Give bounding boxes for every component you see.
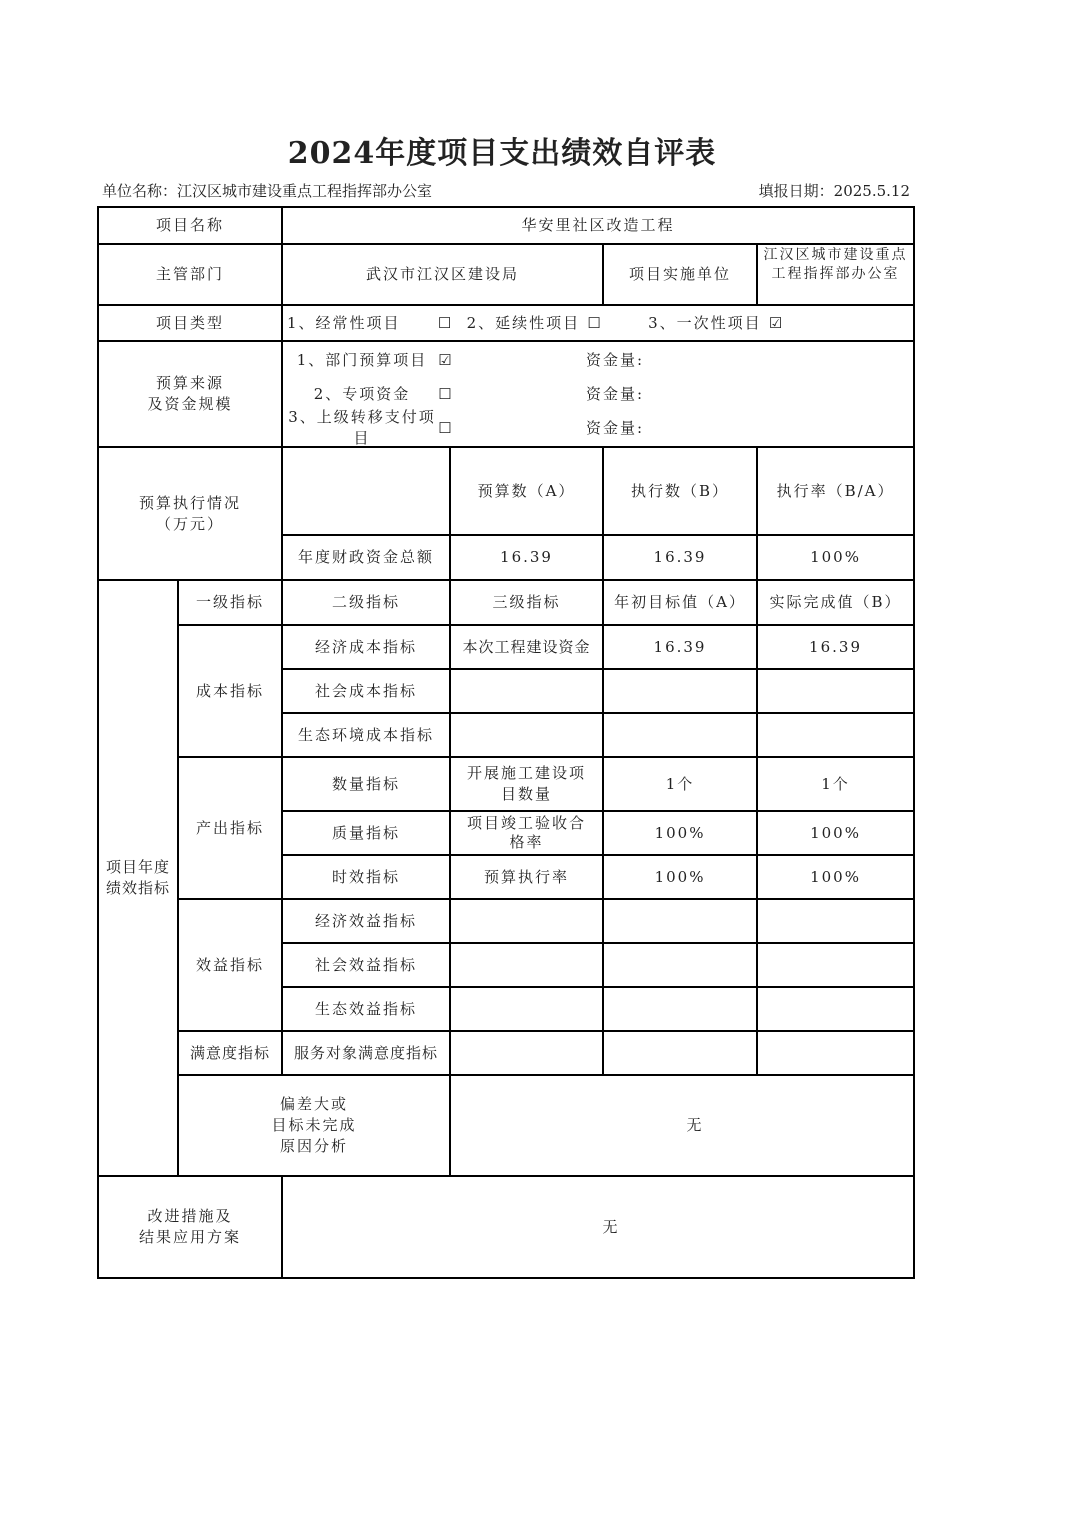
unit-name: 单位名称：江汉区城市建设重点工程指挥部办公室 <box>102 182 433 200</box>
target-cell <box>603 899 757 943</box>
level3-cell <box>450 1031 603 1075</box>
page-title: 2024年度项目支出绩效自评表 <box>287 136 717 171</box>
execution-blank-cell <box>282 447 450 535</box>
deviation-row <box>98 1075 914 1176</box>
target-cell: 100% <box>603 811 757 855</box>
project-type-options <box>282 305 914 341</box>
target-cell <box>603 713 757 757</box>
level3-cell: 预算执行率 <box>450 855 603 899</box>
budget-rate-header: 执行率（B/A） <box>757 447 914 535</box>
target-cell <box>603 943 757 987</box>
budget-source-options <box>282 341 914 447</box>
fill-date: 填报日期：2025.5.12 <box>758 182 910 200</box>
budget-source-item: 1、部门预算项目 ☑ 资金量: <box>296 350 645 369</box>
level2-cell: 生态效益指标 <box>282 987 450 1031</box>
indicator-header-row <box>98 580 914 625</box>
header-actual: 实际完成值（B） <box>757 580 914 625</box>
table-row <box>98 757 914 811</box>
dept-label: 主管部门 <box>98 244 282 305</box>
impl-unit-label: 项目实施单位 <box>603 244 757 305</box>
deviation-value: 无 <box>450 1075 914 1176</box>
budget-source-label: 预算来源 及资金规模 <box>98 341 282 447</box>
header-level2: 二级指标 <box>282 580 450 625</box>
type-option-1: 1、经常性项目 <box>287 313 401 332</box>
actual-cell <box>757 713 914 757</box>
actual-cell: 1个 <box>757 757 914 811</box>
dept-row <box>98 244 914 305</box>
level2-cell: 经济效益指标 <box>282 899 450 943</box>
target-cell: 16.39 <box>603 625 757 669</box>
project-type-row <box>98 305 914 341</box>
table-row <box>98 625 914 669</box>
improvement-label: 改进措施及 结果应用方案 <box>98 1176 282 1278</box>
header-target: 年初目标值（A） <box>603 580 757 625</box>
benefit-indicator-label: 效益指标 <box>178 899 282 1031</box>
level2-cell: 服务对象满意度指标 <box>282 1031 450 1075</box>
project-name-value: 华安里社区改造工程 <box>282 207 914 244</box>
target-cell <box>603 987 757 1031</box>
type-option-3-checkbox[interactable]: ☑ <box>768 313 785 332</box>
fund-amount-label: 资金量: <box>586 350 645 369</box>
actual-cell: 16.39 <box>757 625 914 669</box>
project-name-row <box>98 207 914 244</box>
fund-amount-label: 资金量: <box>586 418 645 437</box>
level2-cell: 时效指标 <box>282 855 450 899</box>
level3-cell: 本次工程建设资金 <box>450 625 603 669</box>
impl-unit-value: 江汉区城市建设重点工程指挥部办公室 <box>757 244 914 305</box>
deviation-label: 偏差大或 目标未完成 原因分析 <box>178 1075 450 1176</box>
actual-cell <box>757 943 914 987</box>
budget-source-checkbox[interactable]: ☐ <box>438 418 454 437</box>
execution-label: 预算执行情况 （万元） <box>98 447 282 580</box>
fund-amount-label: 资金量: <box>586 384 645 403</box>
output-indicator-label: 产出指标 <box>178 757 282 899</box>
level2-cell: 生态环境成本指标 <box>282 713 450 757</box>
budget-source-item: 2、专项资金 ☐ 资金量: <box>313 384 645 403</box>
level2-cell: 数量指标 <box>282 757 450 811</box>
level2-cell: 质量指标 <box>282 811 450 855</box>
budget-source-checkbox[interactable]: ☐ <box>438 384 454 403</box>
budget-a-header: 预算数（A） <box>450 447 603 535</box>
type-option-2-checkbox[interactable]: ☐ <box>587 313 603 332</box>
budget-source-row <box>98 341 914 447</box>
improvement-value: 无 <box>282 1176 914 1278</box>
budget-rate-value: 100% <box>757 535 914 580</box>
level3-cell: 开展施工建设项目数量 <box>450 757 603 811</box>
actual-cell <box>757 899 914 943</box>
header-level3: 三级指标 <box>450 580 603 625</box>
budget-b-value: 16.39 <box>603 535 757 580</box>
level2-cell: 社会效益指标 <box>282 943 450 987</box>
target-cell <box>603 1031 757 1075</box>
type-option-2: 2、延续性项目 <box>466 313 581 332</box>
table-row <box>98 899 914 943</box>
level3-cell <box>450 943 603 987</box>
budget-a-value: 16.39 <box>450 535 603 580</box>
table-row <box>98 1031 914 1075</box>
level3-cell: 项目竣工验收合格率 <box>450 811 603 855</box>
type-option-1-checkbox[interactable]: ☐ <box>437 313 454 332</box>
cost-indicator-label: 成本指标 <box>178 625 282 757</box>
improvement-row <box>98 1176 914 1278</box>
type-option-3: 3、一次性项目 <box>648 313 762 332</box>
dept-value: 武汉市江汉区建设局 <box>282 244 603 305</box>
project-type-label: 项目类型 <box>98 305 282 341</box>
indicator-group-label: 项目年度 绩效指标 <box>98 580 178 1176</box>
project-name-label: 项目名称 <box>98 207 282 244</box>
actual-cell: 100% <box>757 811 914 855</box>
target-cell: 1个 <box>603 757 757 811</box>
execution-header-row <box>98 447 914 535</box>
target-cell <box>603 669 757 713</box>
level2-cell: 经济成本指标 <box>282 625 450 669</box>
budget-b-header: 执行数（B） <box>603 447 757 535</box>
actual-cell <box>757 987 914 1031</box>
level3-cell <box>450 987 603 1031</box>
actual-cell <box>757 1031 914 1075</box>
level3-cell <box>450 669 603 713</box>
total-funds-label: 年度财政资金总额 <box>282 535 450 580</box>
evaluation-table <box>97 206 915 1279</box>
header-level1: 一级指标 <box>178 580 282 625</box>
budget-source-item: 3、上级转移支付项目 ☐ 资金量: <box>288 408 645 447</box>
level2-cell: 社会成本指标 <box>282 669 450 713</box>
level3-cell <box>450 899 603 943</box>
actual-cell: 100% <box>757 855 914 899</box>
actual-cell <box>757 669 914 713</box>
target-cell: 100% <box>603 855 757 899</box>
satisfaction-indicator-label: 满意度指标 <box>178 1031 282 1075</box>
level3-cell <box>450 713 603 757</box>
budget-source-checkbox[interactable]: ☑ <box>438 350 454 369</box>
